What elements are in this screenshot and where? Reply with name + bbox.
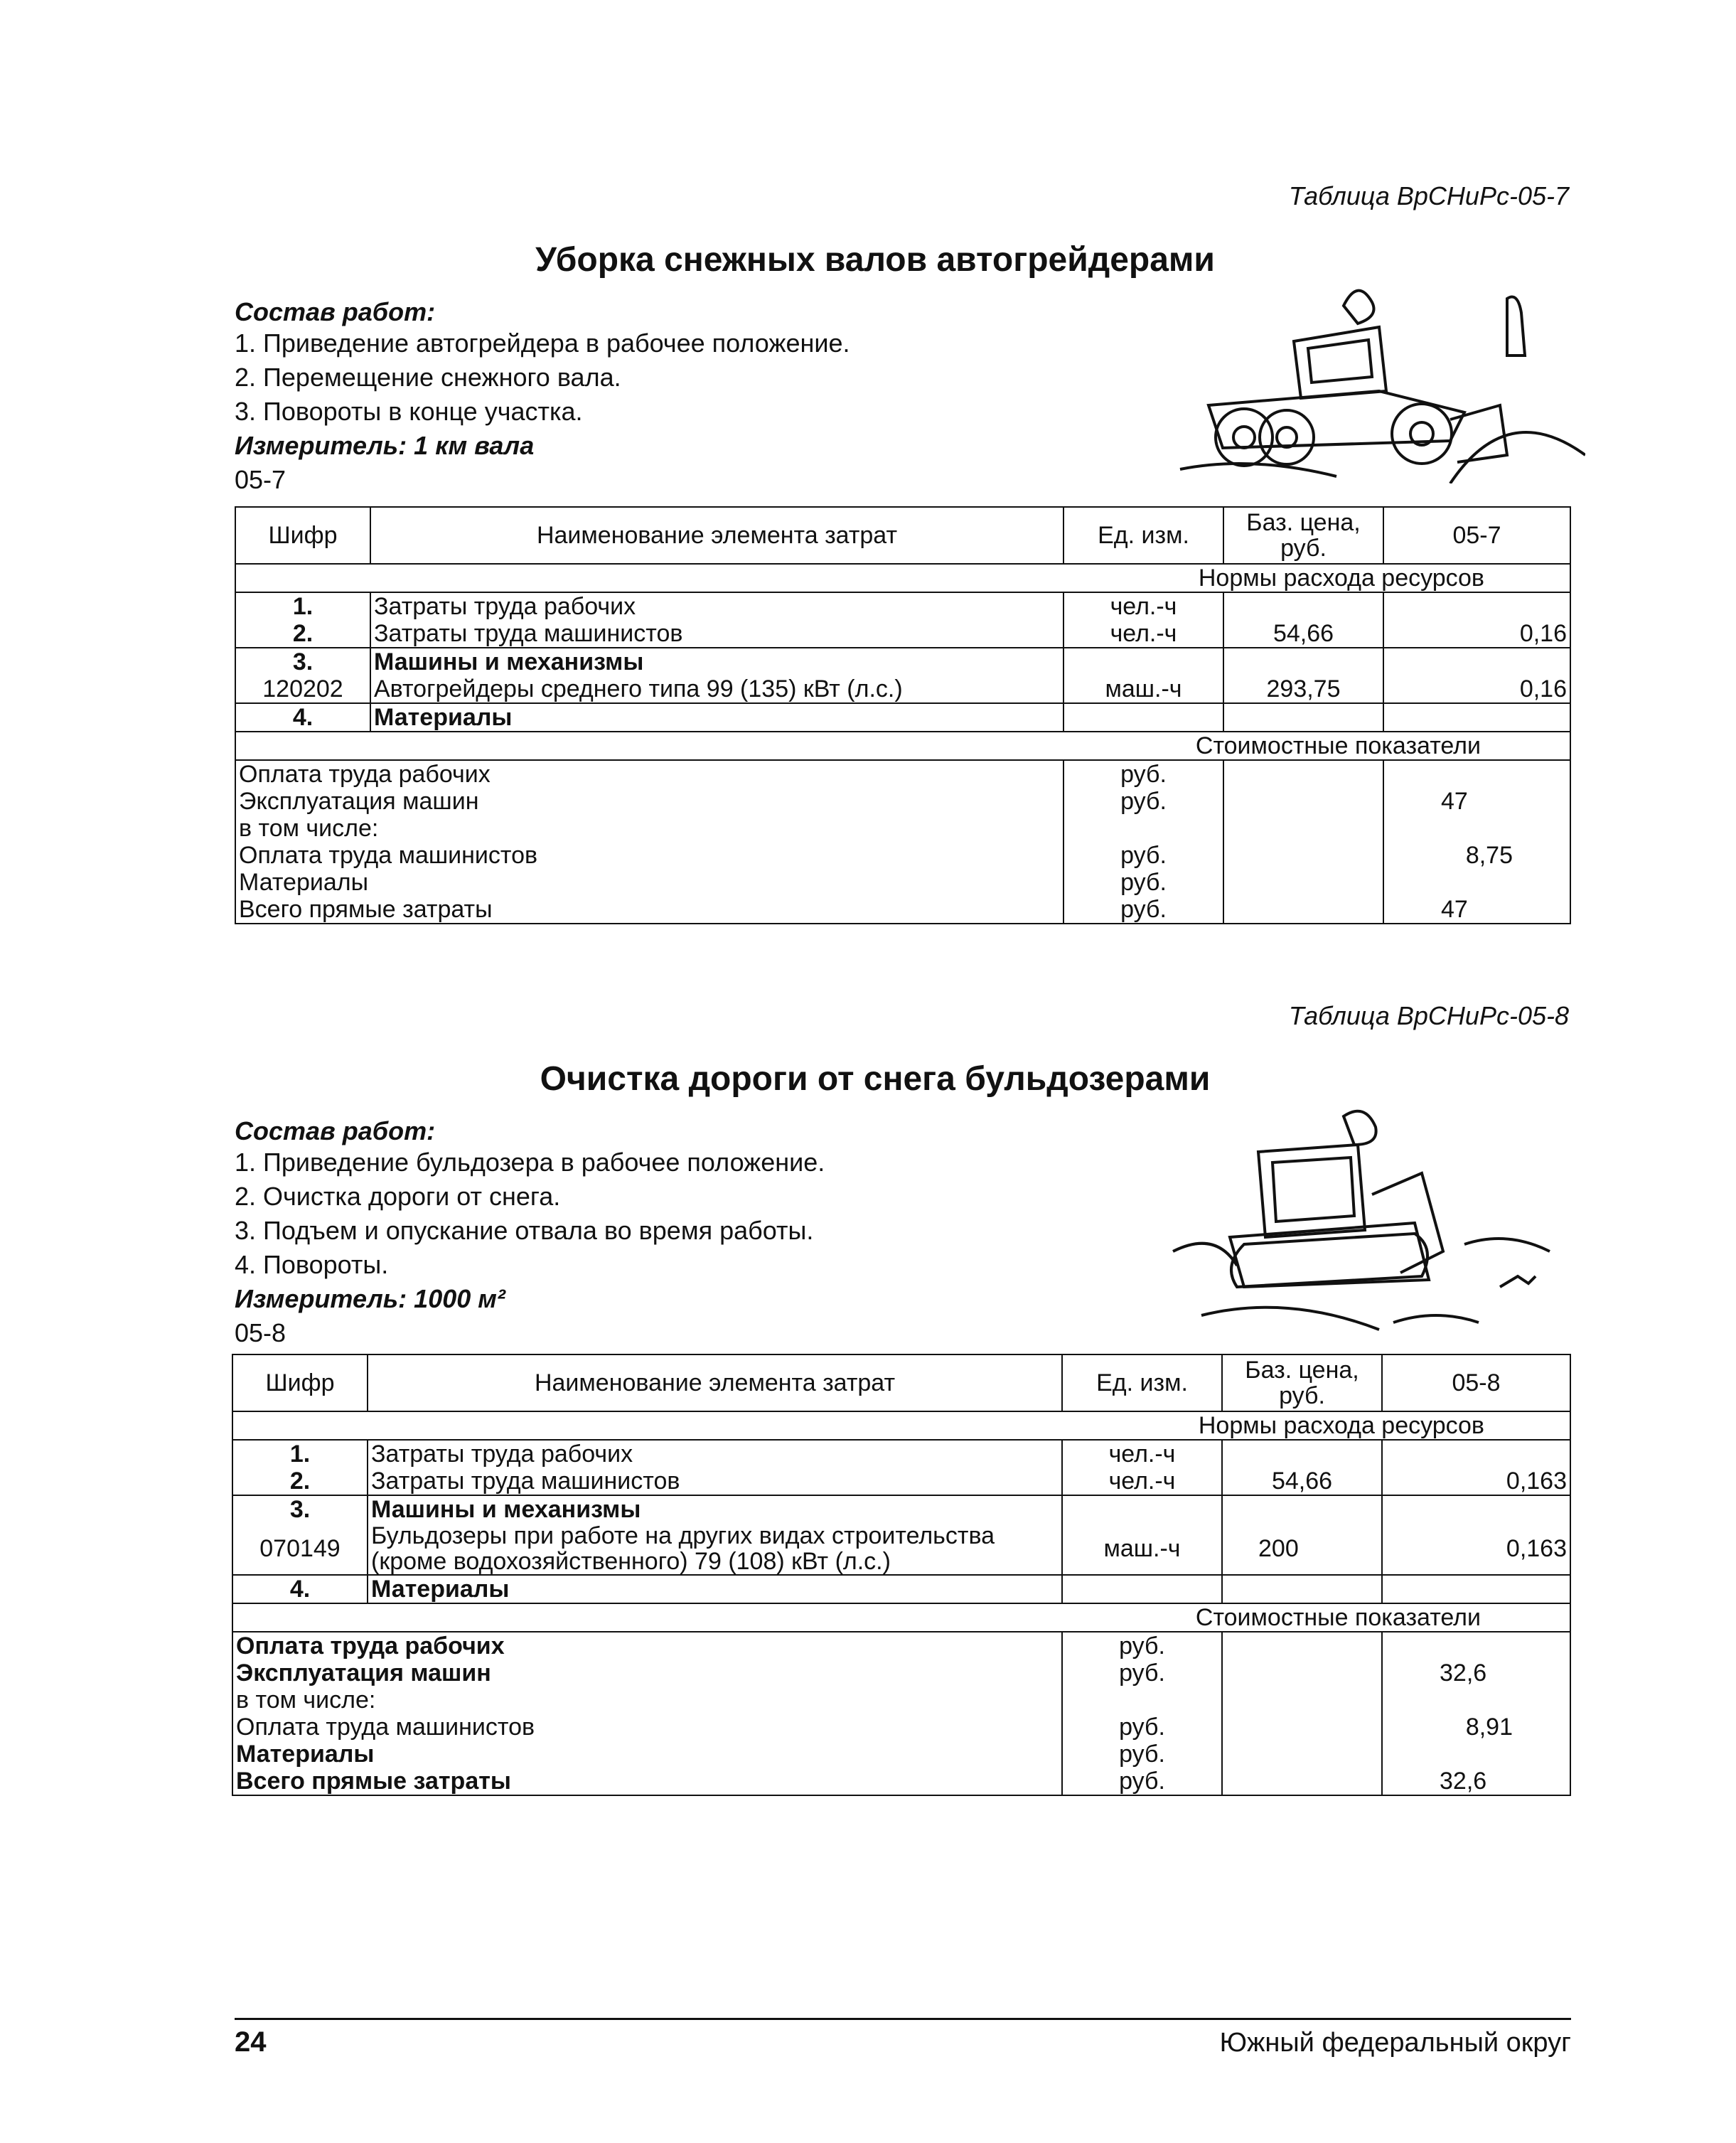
- footer-region: Южный федеральный округ: [1219, 2028, 1571, 2058]
- row-num: 120202: [235, 675, 370, 703]
- row-unit: чел.-ч: [1062, 1468, 1222, 1495]
- row-value: 0,163: [1382, 1468, 1570, 1495]
- cost-value: 47: [1383, 896, 1570, 924]
- cost-value: 32,6: [1382, 1768, 1570, 1795]
- col-header-name: Наименование элемента затрат: [370, 507, 1063, 564]
- row-num: 2.: [232, 1468, 368, 1495]
- cost-name: в том числе:: [235, 815, 1063, 842]
- cost-name: Оплата труда рабочих: [235, 760, 1063, 788]
- work-item: 3. Подъем и опускание отвала во время работы.: [235, 1216, 814, 1245]
- cost-name: в том числе:: [232, 1687, 1062, 1714]
- cost-row: [232, 1714, 1570, 1741]
- work-item: 1. Приведение бульдозера в рабочее положение.: [235, 1148, 825, 1177]
- cost-value: [1382, 1741, 1570, 1768]
- cost-row: [232, 1768, 1570, 1795]
- col-header-unit: Ед. изм.: [1063, 507, 1223, 564]
- cost-label: Стоимостные показатели: [232, 1603, 1570, 1632]
- bulldozer-illustration: [1159, 1109, 1585, 1337]
- col-header-code: 05-8: [1382, 1354, 1570, 1411]
- section-code: 05-7: [235, 465, 286, 494]
- row-name: Затраты труда машинистов: [370, 620, 1063, 648]
- work-item: 4. Повороты.: [235, 1250, 389, 1279]
- cost-label: Стоимостные показатели: [235, 732, 1570, 760]
- row-name: Материалы: [370, 703, 1063, 732]
- col-header-name: Наименование элемента затрат: [368, 1354, 1062, 1411]
- cost-value: 8,75: [1383, 842, 1570, 869]
- norms-label: Нормы расхода ресурсов: [235, 564, 1570, 592]
- col-header-price: Баз. цена, руб.: [1222, 1354, 1382, 1411]
- table-row: [232, 1440, 1570, 1468]
- section-code: 05-8: [235, 1318, 286, 1347]
- table-row: [235, 620, 1570, 648]
- cost-unit: руб.: [1063, 760, 1223, 788]
- resource-table: [232, 1354, 1571, 1796]
- table-row: [235, 648, 1570, 675]
- row-name: Затраты труда машинистов: [368, 1468, 1062, 1495]
- cost-unit: руб.: [1062, 1768, 1222, 1795]
- cab: [1294, 327, 1386, 398]
- row-unit: чел.-ч: [1063, 592, 1223, 620]
- row-price: [1222, 1440, 1382, 1468]
- work-item: 2. Очистка дороги от снега.: [235, 1182, 561, 1211]
- row-num: 1.: [232, 1440, 368, 1468]
- cost-row: [232, 1632, 1570, 1660]
- work-item: 2. Перемещение снежного вала.: [235, 363, 621, 392]
- sostav-label: Состав работ:: [235, 1116, 436, 1145]
- sostav-label: Состав работ:: [235, 297, 436, 326]
- cost-unit: руб.: [1063, 788, 1223, 815]
- page-number: 24: [235, 2026, 267, 2058]
- row-price: 54,66: [1222, 1468, 1382, 1495]
- row-name: Бульдозеры при работе на других видах строительства (кроме водохозяйственного) 79 (108) кВт (л.с.): [368, 1523, 1062, 1575]
- grader-illustration: [1166, 270, 1585, 483]
- cost-name: Эксплуатация машин: [235, 788, 1063, 815]
- cost-unit: [1063, 815, 1223, 842]
- izmeritel: Измеритель: 1000 м²: [235, 1284, 505, 1313]
- row-num: 1.: [235, 592, 370, 620]
- row-price: [1223, 648, 1383, 675]
- row-unit: маш.-ч: [1062, 1523, 1222, 1575]
- table-row: [232, 1495, 1570, 1523]
- row-value: [1383, 703, 1570, 732]
- row-unit: чел.-ч: [1063, 620, 1223, 648]
- row-price: 293,75: [1223, 675, 1383, 703]
- table-row: [235, 703, 1570, 732]
- cost-row: [235, 896, 1570, 924]
- resource-table: [235, 506, 1571, 924]
- col-header-price: Баз. цена, руб.: [1223, 507, 1383, 564]
- cost-name: Материалы: [235, 869, 1063, 896]
- row-num: 3.: [232, 1495, 368, 1523]
- row-num: 4.: [232, 1575, 368, 1603]
- row-name: Затраты труда рабочих: [368, 1440, 1062, 1468]
- row-value: 0,16: [1383, 620, 1570, 648]
- row-name: Затраты труда рабочих: [370, 592, 1063, 620]
- row-value: [1383, 592, 1570, 620]
- work-item: 3. Повороты в конце участка.: [235, 397, 583, 426]
- col-header-code: 05-7: [1383, 507, 1570, 564]
- row-value: [1383, 648, 1570, 675]
- col-header-unit: Ед. изм.: [1062, 1354, 1222, 1411]
- row-name: Машины и механизмы: [370, 648, 1063, 675]
- cost-name: Материалы: [232, 1741, 1062, 1768]
- cost-unit: руб.: [1063, 869, 1223, 896]
- row-value: [1382, 1495, 1570, 1523]
- cost-name: Всего прямые затраты: [235, 896, 1063, 924]
- cost-row: [232, 1660, 1570, 1687]
- table-label: Таблица ВрСНиРс-05-8: [1288, 1001, 1569, 1030]
- cost-row: [235, 788, 1570, 815]
- table-row: [232, 1523, 1570, 1575]
- row-unit: [1063, 703, 1223, 732]
- row-num: 2.: [235, 620, 370, 648]
- section-title: Уборка снежных валов автогрейдерами: [535, 241, 1215, 279]
- table-row: [235, 592, 1570, 620]
- izmeritel: Измеритель: 1 км вала: [235, 431, 535, 460]
- row-price: [1222, 1575, 1382, 1603]
- cost-row: [235, 760, 1570, 788]
- footer-divider: [235, 2018, 1571, 2020]
- row-name: Материалы: [368, 1575, 1062, 1603]
- row-unit: чел.-ч: [1062, 1440, 1222, 1468]
- cost-row: [235, 869, 1570, 896]
- row-num: 3.: [235, 648, 370, 675]
- cost-value: [1383, 869, 1570, 896]
- cost-value: 32,6: [1382, 1660, 1570, 1687]
- cost-unit: руб.: [1062, 1660, 1222, 1687]
- table-label: Таблица ВрСНиРс-05-7: [1288, 181, 1569, 210]
- row-value: [1382, 1440, 1570, 1468]
- cost-name: Оплата труда рабочих: [232, 1632, 1062, 1660]
- col-header-shifr: Шифр: [232, 1354, 368, 1411]
- cost-value: [1383, 815, 1570, 842]
- cost-row: [232, 1741, 1570, 1768]
- cost-unit: [1062, 1687, 1222, 1714]
- cost-value: 47: [1383, 788, 1570, 815]
- cost-value: [1383, 760, 1570, 788]
- row-unit: маш.-ч: [1063, 675, 1223, 703]
- row-name: Машины и механизмы: [368, 1495, 1062, 1523]
- col-header-shifr: Шифр: [235, 507, 370, 564]
- cost-name: Эксплуатация машин: [232, 1660, 1062, 1687]
- cost-unit: руб.: [1062, 1632, 1222, 1660]
- cost-row: [235, 815, 1570, 842]
- cost-name: Оплата труда машинистов: [232, 1714, 1062, 1741]
- work-item: 1. Приведение автогрейдера в рабочее положение.: [235, 328, 850, 358]
- norms-label: Нормы расхода ресурсов: [232, 1411, 1570, 1440]
- cost-value: 8,91: [1382, 1714, 1570, 1741]
- table-row: [232, 1575, 1570, 1603]
- cost-row: [232, 1687, 1570, 1714]
- row-price: [1223, 592, 1383, 620]
- row-value: 0,163: [1382, 1523, 1570, 1575]
- row-unit: [1063, 648, 1223, 675]
- cost-unit: руб.: [1063, 896, 1223, 924]
- row-price: 54,66: [1223, 620, 1383, 648]
- row-unit: [1062, 1575, 1222, 1603]
- section-title: Очистка дороги от снега бульдозерами: [540, 1060, 1211, 1098]
- row-name: Автогрейдеры среднего типа 99 (135) кВт (л.с.): [370, 675, 1063, 703]
- cost-name: Всего прямые затраты: [232, 1768, 1062, 1795]
- cost-unit: руб.: [1063, 842, 1223, 869]
- cost-unit: руб.: [1062, 1714, 1222, 1741]
- table-row: [232, 1468, 1570, 1495]
- cost-unit: руб.: [1062, 1741, 1222, 1768]
- row-num: 070149: [232, 1523, 368, 1575]
- row-num: 4.: [235, 703, 370, 732]
- table-row: [235, 675, 1570, 703]
- cost-value: [1382, 1632, 1570, 1660]
- row-price: [1223, 703, 1383, 732]
- row-unit: [1062, 1495, 1222, 1523]
- cost-row: [235, 842, 1570, 869]
- cost-name: Оплата труда машинистов: [235, 842, 1063, 869]
- row-price: 200: [1222, 1523, 1382, 1575]
- row-value: [1382, 1575, 1570, 1603]
- cost-value: [1382, 1687, 1570, 1714]
- row-price: [1222, 1495, 1382, 1523]
- row-value: 0,16: [1383, 675, 1570, 703]
